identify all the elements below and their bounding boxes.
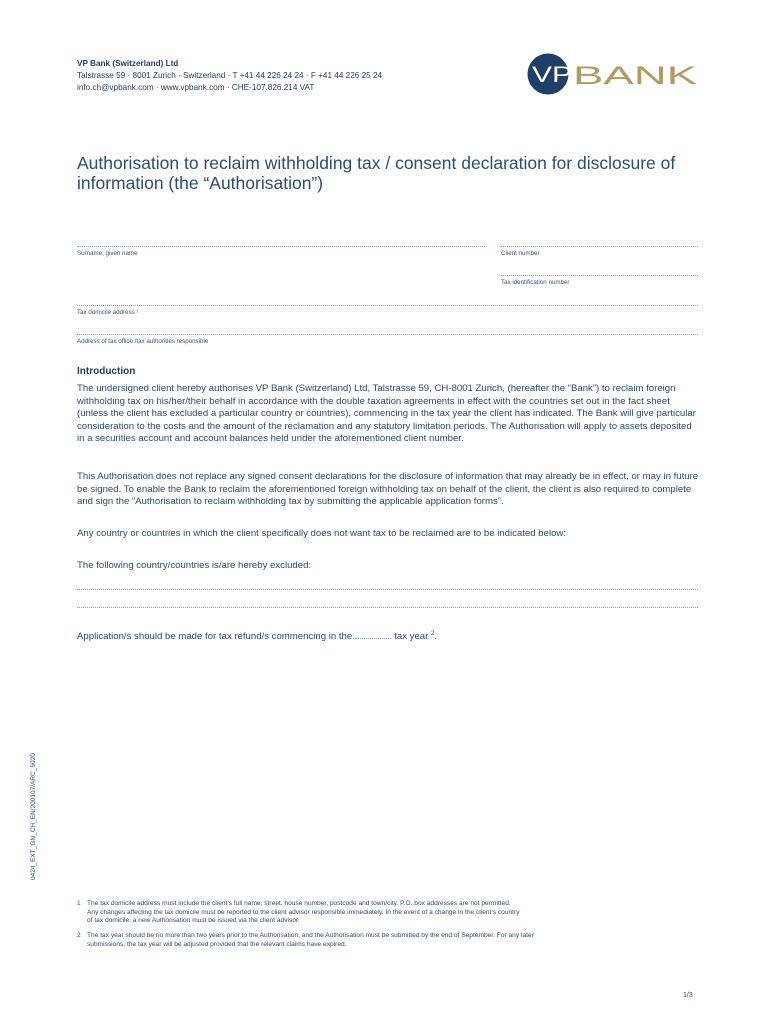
apply-prefix: Application/s should be made for tax refund/s commencing in the xyxy=(77,631,353,642)
excluded-countries-label: The following country/countries is/are hereby excluded: xyxy=(77,560,312,571)
tax-domicile-label: Tax domicile address ¹ xyxy=(77,309,139,316)
footnote-2 xyxy=(77,932,702,949)
intro-paragraph-2: This Authorisation does not replace any signed consent declarations for the disclosure of information that may already be in effect, or may in future be signed. To enable the Bank to reclaim the aforementioned foreign withholding tax on behalf of the client, the client is also required to complete and sign the “Authorisation to reclaim withholding tax by submitting the applicable application forms”. xyxy=(77,471,699,508)
footnote-1-number: 1 xyxy=(77,900,81,907)
client-number-label: Client number xyxy=(501,250,540,257)
intro-paragraph-1: The undersigned client hereby authorises VP Bank (Switzerland) Ltd, Talstrasse 59, CH-8001 Zurich, (hereafter the “Bank”) to reclaim foreign withholding tax on his/her/their behalf in accordance with the double taxation agreements in effect with the countries set out in the fact sheet (unless the client has excluded a particular country or countries), commencing in the tax year the client has indicated. The Bank will give particular consideration to the costs and the amount of the reclamation and any statutory limitation periods. The Authorisation will apply to assets deposited in a securities account and account balances held under the aforementioned client number. xyxy=(77,383,696,445)
surname-label: Surname, given name xyxy=(77,250,138,257)
footnote-2-line: submissions, the tax year will be adjusted provided that the relevant claims have expired. xyxy=(87,940,347,948)
client-number-input-line[interactable] xyxy=(501,246,698,247)
tax-office-label: Address of tax office /tax authorities responsible xyxy=(77,338,209,345)
document-code: 0424_EXT_GN_CH_EN/200107/ARC_5020 xyxy=(30,753,37,880)
document-title: Authorisation to reclaim withholding tax / consent declaration for disclosure of information (the “Authorisation”) xyxy=(77,153,676,193)
footnote-1 xyxy=(77,900,702,926)
tax-office-input-line[interactable] xyxy=(77,334,698,335)
logo-vp-text: VP xyxy=(532,62,572,87)
company-contact-line: info.ch@vpbank.com · www.vpbank.com · CHE-107.826.214 VAT xyxy=(77,83,315,92)
footnote-1-line: The tax domicile address must include the client’s full name, street, house number, postcode and town/city. P.O. box addresses are not permitted. xyxy=(87,900,511,907)
intro-paragraph-3: Any country or countries in which the client specifically does not want tax to be reclaimed are to be indicated below: xyxy=(77,528,567,539)
company-address-line: Talstrasse 59 · 8001 Zurich · Switzerland · T +41 44 226 24 24 · F +41 44 226 25 24 xyxy=(77,71,383,80)
tax-year-application-line xyxy=(77,629,437,642)
footnote-2-line: The tax year should be no more than two years prior to the Authorisation, and the Authorisation must be submitted by the end of September. For any later xyxy=(87,932,534,939)
apply-end: . xyxy=(434,631,438,642)
logo-bank-text: BANK xyxy=(573,62,698,90)
excluded-countries-line-2[interactable] xyxy=(77,607,698,608)
surname-input-line[interactable] xyxy=(77,246,485,247)
excluded-countries-line-1[interactable] xyxy=(77,589,698,590)
company-name: VP Bank (Switzerland) Ltd xyxy=(77,59,179,68)
introduction-heading: Introduction xyxy=(77,366,136,377)
footnote-1-line: of tax domicile, a new Authorisation must be issued via the client advisor. xyxy=(87,917,300,925)
footnote-2-number: 2 xyxy=(77,932,81,939)
footnote-ref-2: 2 xyxy=(431,630,435,637)
tin-label: Tax identification number xyxy=(501,279,570,286)
tax-domicile-input-line[interactable] xyxy=(77,305,698,306)
apply-suffix: tax year xyxy=(394,631,429,642)
vp-bank-logo xyxy=(527,53,699,95)
company-address-block xyxy=(77,58,382,94)
page-number: 1/3 xyxy=(683,992,693,999)
tax-year-input[interactable] xyxy=(355,629,391,639)
tin-input-line[interactable] xyxy=(501,275,698,276)
footnote-1-line: Any changes affecting the tax domicile must be reported to the client advisor responsible immediately. In the event of a change in the client’s country xyxy=(87,908,520,916)
